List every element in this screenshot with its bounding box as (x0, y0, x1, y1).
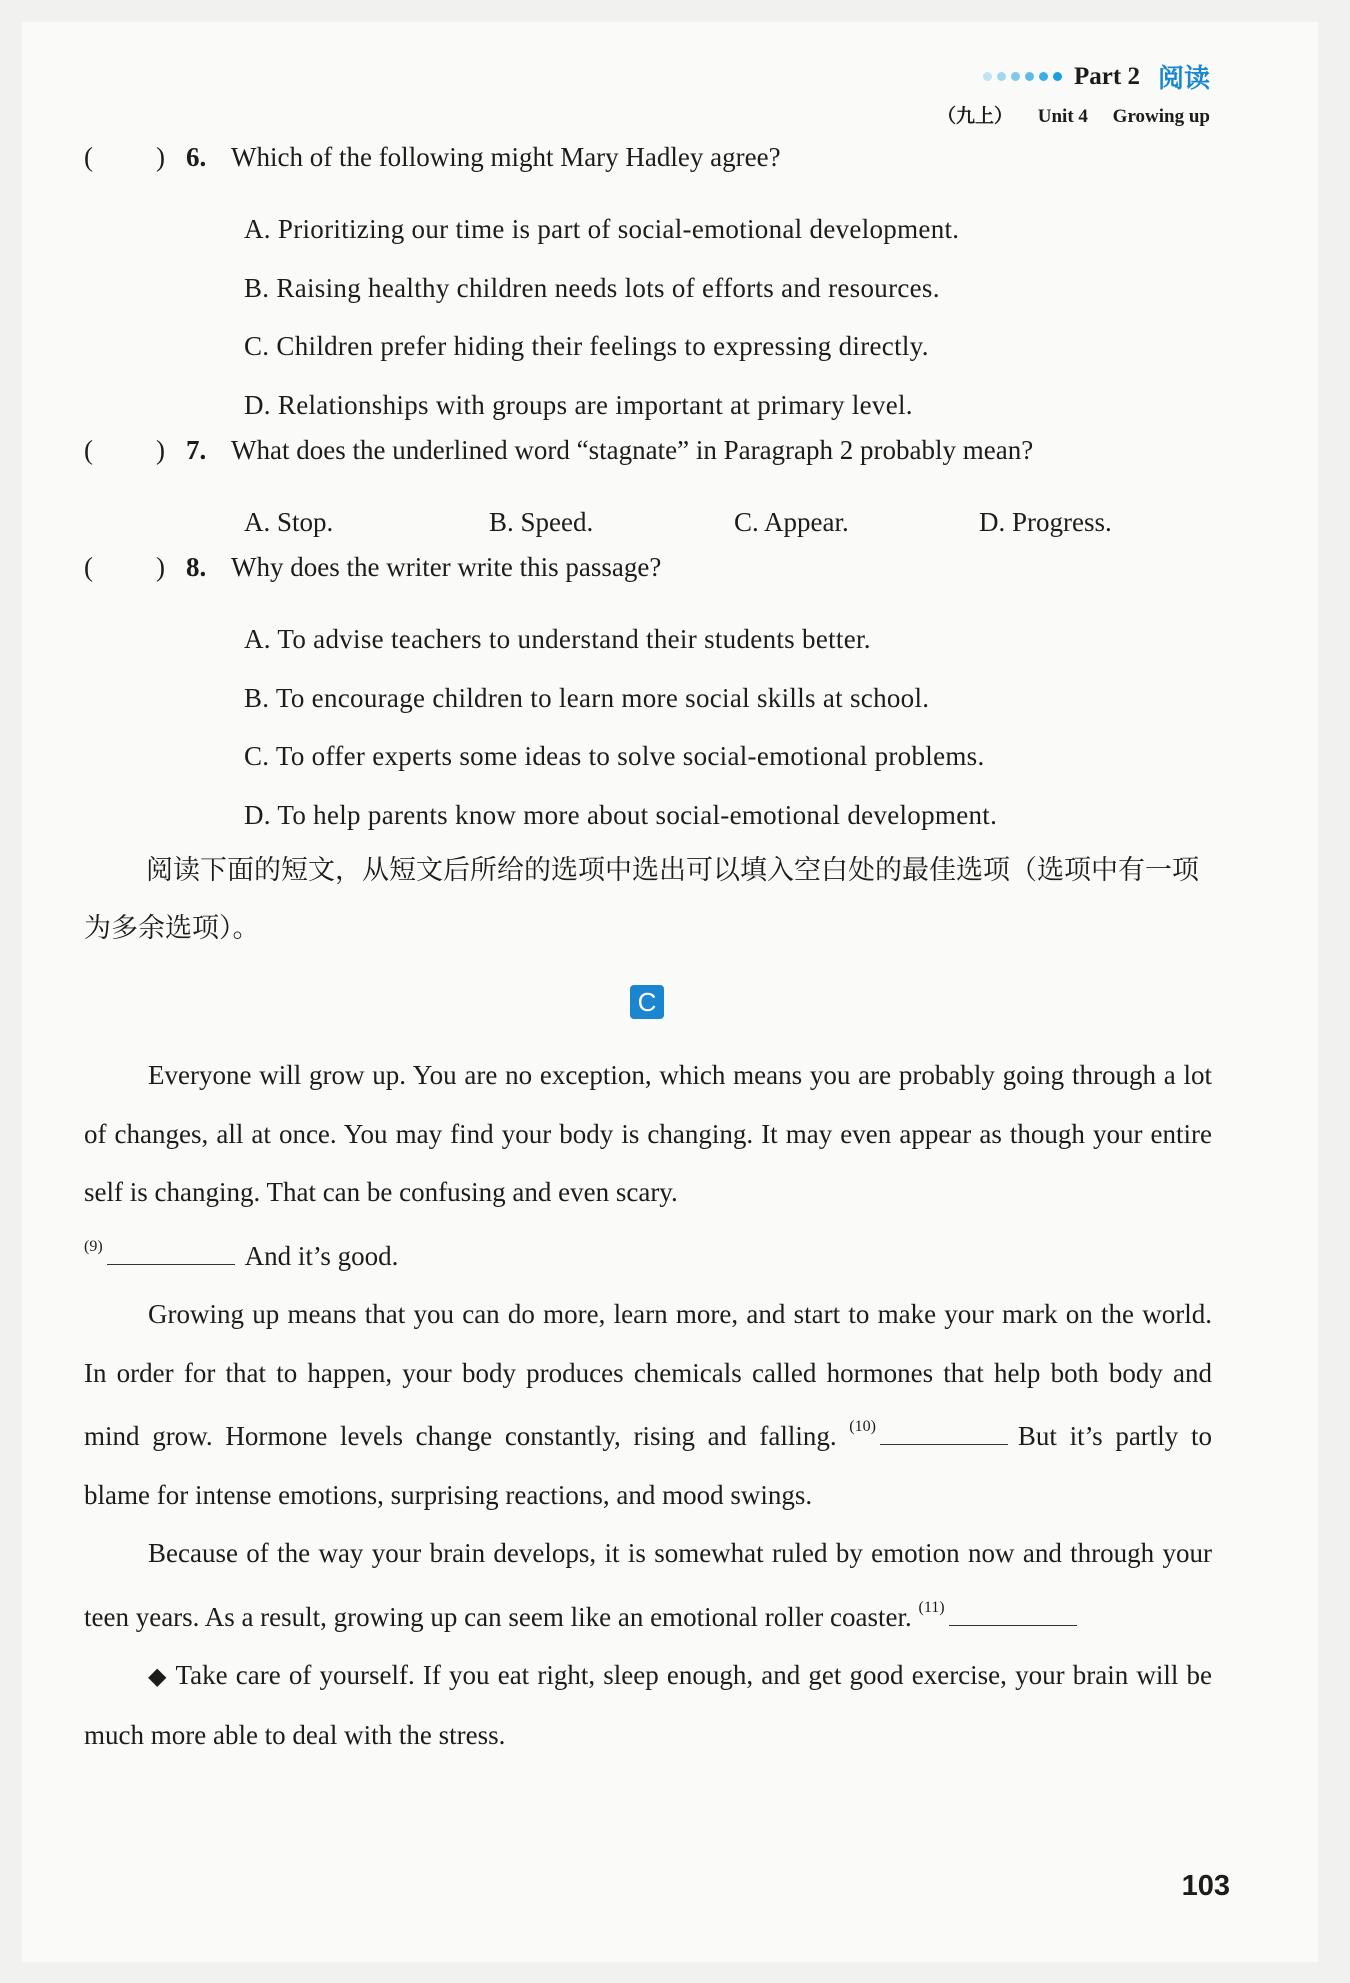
option-b: B. Speed. (489, 507, 594, 537)
part-label: Part 2 (1074, 62, 1140, 90)
blank-number: (11) (918, 1598, 945, 1616)
instruction-text: 阅读下面的短文，从短文后所给的选项中选出可以填入空白处的最佳选项（选项中有一项为多余选项）。 (84, 855, 1199, 944)
question-text: Why does the writer write this passage? (231, 552, 662, 582)
section-label: 阅读 (1157, 64, 1210, 94)
page-number: 103 (1181, 1870, 1230, 1902)
question-6 (84, 142, 1224, 434)
paragraph-text: But it’s partly to blame for intense emotions, surprising reactions, and mood swings. (84, 1421, 1212, 1510)
option-a: A. Stop. (244, 507, 334, 537)
paragraph-text: And it’s good. (244, 1240, 399, 1271)
option-a: A. Prioritizing our time is part of social-emotional development. (244, 214, 960, 244)
answer-blank (107, 1242, 235, 1265)
question-number: 8. (186, 552, 207, 582)
answer-blank (949, 1603, 1077, 1626)
option-c: C. Children prefer hiding their feelings to expressing directly. (244, 331, 929, 361)
question-number: 7. (186, 435, 207, 465)
paragraph-text: Because of the way your brain develops, it is somewhat ruled by emotion now and through your teen years. As a result, growing up can seem like an emotional roller coaster. (84, 1538, 1212, 1632)
answer-paren-close: ) (156, 552, 165, 582)
paragraph-2 (84, 1285, 1212, 1524)
answer-paren-open: ( (84, 552, 93, 582)
paragraph-3 (84, 1524, 1212, 1646)
paragraph-4 (84, 1646, 1212, 1764)
answer-paren-open: ( (84, 435, 93, 465)
option-d: D. Progress. (979, 507, 1112, 537)
decorative-dots-icon (983, 72, 1062, 81)
option-c: C. To offer experts some ideas to solve social-emotional problems. (244, 741, 985, 771)
option-a: A. To advise teachers to understand their students better. (244, 624, 871, 654)
answer-paren-close: ) (156, 435, 165, 465)
diamond-bullet-icon: ◆ (148, 1662, 168, 1690)
answer-blank (880, 1422, 1008, 1445)
unit-label: Unit 4 (1037, 106, 1088, 127)
question-8 (84, 552, 1224, 844)
answer-paren-close: ) (156, 142, 165, 172)
paragraph-text: Everyone will grow up. You are no exception, which means you are probably going through a lot of changes, all at once. You may find your body is changing. It may even appear as though your entire self is changing. That can be confusing and even scary. (84, 1060, 1212, 1207)
section-badge: C (630, 985, 664, 1019)
page-header (937, 58, 1210, 128)
paragraph-text: Take care of yourself. If you eat right, sleep enough, and get good exercise, your brain will be much more able to deal with the stress. (84, 1660, 1212, 1750)
option-c: C. Appear. (734, 507, 849, 537)
option-d: D. To help parents know more about social-emotional development. (244, 799, 998, 830)
grade-label: （九上） (937, 106, 1014, 127)
question-7 (84, 435, 1224, 551)
answer-paren-open: ( (84, 142, 93, 172)
question-text: What does the underlined word “stagnate” in Paragraph 2 probably mean? (231, 435, 1034, 465)
option-b: B. To encourage children to learn more social skills at school. (244, 682, 930, 713)
blank-number: (9) (84, 1237, 103, 1255)
question-number: 6. (186, 142, 207, 172)
option-d: D. Relationships with groups are important at primary level. (244, 389, 913, 420)
unit-title: Growing up (1112, 106, 1210, 127)
blank-number: (10) (849, 1418, 876, 1435)
paragraph-text: Growing up means that you can do more, learn more, and start to make your mark on the world. In order for that to happen, your body produces chemicals called hormones that help both body and mind grow. Hormone levels change constantly, rising and falling. (84, 1299, 1212, 1451)
passage (84, 1046, 1212, 1764)
paragraph-1 (84, 1046, 1212, 1285)
question-text: Which of the following might Mary Hadley agree? (231, 142, 781, 172)
option-b: B. Raising healthy children needs lots of efforts and resources. (244, 272, 940, 303)
